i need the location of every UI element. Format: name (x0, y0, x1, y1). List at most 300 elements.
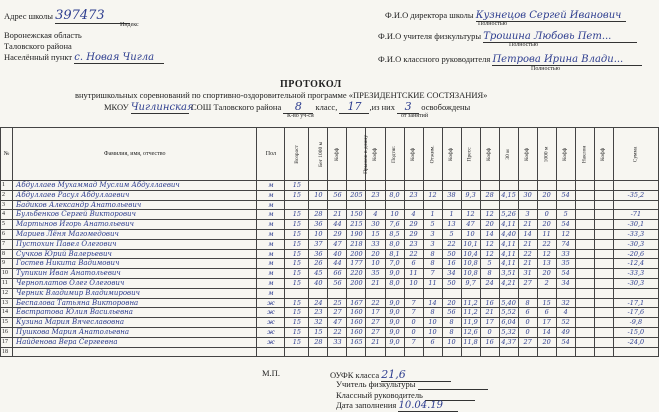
age-cell (285, 347, 309, 357)
score-cell: 11 (537, 229, 556, 239)
score-cell: 22 (442, 239, 461, 249)
score-cell: 7 (404, 337, 423, 347)
table-row (1, 229, 659, 239)
score-cell: 5,52 (499, 308, 518, 318)
total-cell: -30,3 (613, 239, 658, 249)
total-cell: -17,1 (613, 298, 658, 308)
score-cell (442, 200, 461, 210)
score-cell: 12 (537, 249, 556, 259)
protocol-subtitle: внутришкольных соревнований по спортивно-оздоровительной программе «ПРЕЗИДЕНТСКИЕ СОСТЯЗАНИЯ» (75, 90, 488, 100)
score-cell (404, 200, 423, 210)
score-cell: 26 (309, 259, 328, 269)
score-cell: 12 (480, 239, 499, 249)
score-cell (594, 220, 613, 230)
score-cell: 11,8 (461, 337, 480, 347)
score-cell: 52 (556, 318, 575, 328)
score-cell: 5 (423, 220, 442, 230)
score-cell: 10,8 (461, 269, 480, 279)
protocol-class-line: МКОУ Чиглинская СОШ Таловского района 8 класс, 17 ,из них 3 освобождены (104, 100, 471, 113)
score-cell: 33 (328, 337, 347, 347)
score-cell: 33 (366, 239, 385, 249)
score-cell: 8,0 (385, 239, 404, 249)
score-cell: 36 (309, 220, 328, 230)
score-cell (575, 327, 594, 337)
score-cell: 11 (423, 278, 442, 288)
score-cell (366, 181, 385, 191)
score-cell: 9,7 (461, 278, 480, 288)
table-row (1, 239, 659, 249)
score-cell: 10 (442, 337, 461, 347)
row-number: 14 (1, 308, 13, 318)
score-cell: 40 (309, 278, 328, 288)
results-table (0, 127, 659, 357)
date-value: 10.04.19 (398, 400, 458, 412)
score-cell: 218 (347, 239, 366, 249)
score-cell (385, 347, 404, 357)
score-cell: 15 (309, 327, 328, 337)
age-cell: 15 (285, 337, 309, 347)
score-cell (594, 269, 613, 279)
age-cell: 15 (285, 298, 309, 308)
score-cell (518, 347, 537, 357)
score-cell (594, 200, 613, 210)
score-cell: 8 (442, 318, 461, 328)
score-cell (480, 200, 499, 210)
header-cell: Наклон (575, 128, 594, 181)
score-cell: 6 (518, 308, 537, 318)
score-cell (594, 308, 613, 318)
score-cell: 10 (309, 229, 328, 239)
locality-value: с. Новая Чигла (74, 52, 164, 64)
score-cell (461, 347, 480, 357)
age-cell: 15 (285, 210, 309, 220)
score-cell (480, 288, 499, 298)
score-cell (575, 259, 594, 269)
sex-cell: м (257, 288, 285, 298)
row-number: 18 (1, 347, 13, 357)
score-cell: 8,5 (385, 229, 404, 239)
score-cell (309, 288, 328, 298)
row-number: 10 (1, 269, 13, 279)
student-name: Гостев Никита Вадимович (13, 259, 257, 269)
score-cell: 12 (556, 229, 575, 239)
score-cell: 8 (423, 249, 442, 259)
header-cell: Кофф (518, 128, 537, 181)
score-cell: 30 (366, 220, 385, 230)
score-cell: 35 (556, 259, 575, 269)
score-cell (575, 210, 594, 220)
row-number: 13 (1, 298, 13, 308)
score-cell: 1 (423, 210, 442, 220)
score-cell: 3 (518, 210, 537, 220)
sex-cell: м (257, 259, 285, 269)
score-cell: 20 (537, 190, 556, 200)
class-teacher-value: Петрова Ирина Влади... (492, 54, 642, 66)
score-cell (594, 259, 613, 269)
score-cell: 0 (480, 327, 499, 337)
student-name: Евстратова Юлия Васильевна (13, 308, 257, 318)
score-cell: 34 (442, 269, 461, 279)
row-number: 17 (1, 337, 13, 347)
score-cell (594, 347, 613, 357)
director-caption: Полностью (478, 21, 508, 27)
total-cell (613, 181, 658, 191)
header-cell: 1000 м (537, 128, 556, 181)
student-name: Мартынов Игорь Анатольевич (13, 220, 257, 230)
header-cell: Фамилия, имя, отчество (13, 128, 257, 181)
score-cell (575, 181, 594, 191)
score-cell: 0 (404, 327, 423, 337)
score-cell: 10 (366, 259, 385, 269)
score-cell (594, 318, 613, 328)
header-cell: Кофф (442, 128, 461, 181)
score-cell (404, 288, 423, 298)
score-cell: 4 (404, 210, 423, 220)
score-cell: 29 (328, 229, 347, 239)
score-cell: 21 (480, 308, 499, 318)
score-cell (423, 347, 442, 357)
protocol-title: ПРОТОКОЛ (280, 79, 342, 90)
table-row (1, 190, 659, 200)
pe-teacher-value: Трошина Любовь Пет... (483, 31, 637, 43)
score-cell: 24 (480, 278, 499, 288)
total-cell: -30,1 (613, 220, 658, 230)
score-cell: 28 (309, 210, 328, 220)
age-cell: 15 (285, 239, 309, 249)
sex-cell: м (257, 229, 285, 239)
student-name: Мариев Лёня Магомедович (13, 229, 257, 239)
score-cell: 17 (366, 308, 385, 318)
score-cell: 27 (328, 308, 347, 318)
score-cell: 44 (328, 220, 347, 230)
score-cell (575, 318, 594, 328)
student-name: Бадиков Александр Анатольевич (13, 200, 257, 210)
total-cell: -20,6 (613, 249, 658, 259)
score-cell: 28 (309, 337, 328, 347)
score-cell: 4,40 (499, 229, 518, 239)
score-cell (575, 337, 594, 347)
score-cell (537, 181, 556, 191)
score-cell: 56 (328, 190, 347, 200)
row-number: 7 (1, 239, 13, 249)
score-cell (328, 181, 347, 191)
score-cell: 20 (537, 337, 556, 347)
score-cell: 21 (518, 259, 537, 269)
score-cell: 14 (518, 229, 537, 239)
score-cell: 27 (366, 327, 385, 337)
score-cell: 215 (347, 220, 366, 230)
region-text: Воронежская область (4, 30, 82, 40)
total-cell: -33,3 (613, 229, 658, 239)
score-cell: 160 (347, 318, 366, 328)
score-cell: 5 (442, 229, 461, 239)
student-name: Черник Владимир Владимирович (13, 288, 257, 298)
score-cell: 7,0 (385, 259, 404, 269)
score-cell: 4,11 (499, 239, 518, 249)
row-number: 2 (1, 190, 13, 200)
score-cell: 4,11 (499, 249, 518, 259)
score-cell: 34 (556, 278, 575, 288)
row-number: 15 (1, 318, 13, 328)
score-cell: 29 (404, 229, 423, 239)
table-row (1, 327, 659, 337)
score-cell: 21 (518, 220, 537, 230)
sex-cell: м (257, 190, 285, 200)
header-cell: 30 м (499, 128, 518, 181)
score-cell: 8 (518, 298, 537, 308)
score-cell: 2 (537, 278, 556, 288)
student-name: Черноплатов Олег Олегович (13, 278, 257, 288)
score-cell (366, 288, 385, 298)
score-cell: 54 (556, 220, 575, 230)
score-cell: 37 (309, 239, 328, 249)
school-address-label: Адрес школы 397473 (4, 8, 130, 24)
score-cell: 7 (404, 308, 423, 318)
table-row (1, 200, 659, 210)
score-cell (461, 288, 480, 298)
score-cell (328, 200, 347, 210)
score-cell: 5 (556, 210, 575, 220)
score-cell (556, 200, 575, 210)
age-cell (285, 200, 309, 210)
score-cell: 1 (442, 210, 461, 220)
score-cell: 6 (423, 337, 442, 347)
total-cell: -33,3 (613, 269, 658, 279)
table-row (1, 347, 659, 357)
score-cell: 4,21 (499, 278, 518, 288)
score-cell (575, 298, 594, 308)
exempt-count-value: 3 (397, 100, 419, 114)
score-cell: 10 (309, 190, 328, 200)
score-cell: 0 (518, 318, 537, 328)
score-cell: 20 (537, 220, 556, 230)
score-cell (575, 239, 594, 249)
score-cell (594, 190, 613, 200)
age-cell: 15 (285, 318, 309, 328)
header-cell: Кофф (480, 128, 499, 181)
score-cell (385, 288, 404, 298)
score-cell: 14 (423, 298, 442, 308)
sex-cell (257, 347, 285, 357)
table-row (1, 278, 659, 288)
score-cell: 24 (309, 298, 328, 308)
table-row (1, 308, 659, 318)
score-cell (518, 288, 537, 298)
score-cell: 14 (537, 327, 556, 337)
score-cell: 54 (556, 269, 575, 279)
score-cell: 66 (328, 269, 347, 279)
school-address-value: 397473 (55, 8, 130, 24)
total-cell (613, 347, 658, 357)
header-cell: Кофф (366, 128, 385, 181)
score-cell: 11 (404, 269, 423, 279)
score-cell (594, 229, 613, 239)
score-cell: 10,8 (461, 259, 480, 269)
sex-cell: м (257, 200, 285, 210)
score-cell: 9,3 (461, 190, 480, 200)
score-cell: 5,26 (499, 210, 518, 220)
pe-teacher-signature (418, 379, 488, 390)
score-cell: 5,32 (499, 327, 518, 337)
age-cell: 15 (285, 181, 309, 191)
class-value: 8 (283, 100, 313, 114)
students-caption: К-во уч-ся (287, 113, 314, 119)
score-cell: 12 (480, 249, 499, 259)
score-cell (499, 181, 518, 191)
student-name: Пушкова Мария Анатольевна (13, 327, 257, 337)
score-cell: 40 (328, 249, 347, 259)
score-cell: 17 (537, 318, 556, 328)
score-cell: 0 (537, 210, 556, 220)
score-cell: 200 (347, 249, 366, 259)
row-number: 1 (1, 181, 13, 191)
age-cell: 15 (285, 327, 309, 337)
score-cell: 29 (404, 220, 423, 230)
score-cell: 54 (556, 190, 575, 200)
score-cell: 44 (328, 259, 347, 269)
score-cell: 8,1 (385, 249, 404, 259)
score-cell (594, 337, 613, 347)
score-cell: 10 (404, 278, 423, 288)
score-cell: 9,0 (385, 337, 404, 347)
score-cell: 4 (366, 210, 385, 220)
score-cell (442, 288, 461, 298)
score-cell (366, 200, 385, 210)
age-cell: 15 (285, 269, 309, 279)
score-cell: 4,37 (499, 337, 518, 347)
score-cell: 22 (328, 327, 347, 337)
score-cell (480, 181, 499, 191)
score-cell: 160 (347, 327, 366, 337)
score-cell (556, 347, 575, 357)
score-cell: 21 (366, 337, 385, 347)
score-cell: 4,11 (499, 259, 518, 269)
score-cell: 33 (556, 249, 575, 259)
seal-label: М.П. (262, 368, 280, 378)
student-name: Пустохин Павел Олегович (13, 239, 257, 249)
score-cell: 5,40 (499, 298, 518, 308)
score-cell: 3,51 (499, 269, 518, 279)
score-cell: 28 (480, 190, 499, 200)
row-number: 9 (1, 259, 13, 269)
score-cell (347, 347, 366, 357)
score-cell (518, 200, 537, 210)
score-cell: 190 (347, 229, 366, 239)
score-cell (537, 200, 556, 210)
score-cell: 45 (309, 269, 328, 279)
total-cell: -17,6 (613, 308, 658, 318)
score-cell: 21 (518, 239, 537, 249)
row-number: 8 (1, 249, 13, 259)
row-number: 5 (1, 220, 13, 230)
sex-cell: м (257, 269, 285, 279)
score-cell: 56 (442, 308, 461, 318)
age-cell: 15 (285, 259, 309, 269)
age-cell: 15 (285, 229, 309, 239)
student-name: Абдуллаев Расул Абдуллаевич (13, 190, 257, 200)
score-cell (385, 200, 404, 210)
score-cell (537, 347, 556, 357)
score-cell (499, 200, 518, 210)
score-cell: 6 (404, 259, 423, 269)
score-cell (347, 200, 366, 210)
score-cell: 32 (309, 318, 328, 328)
score-cell: 12,6 (461, 327, 480, 337)
sex-cell: ж (257, 327, 285, 337)
age-cell: 15 (285, 278, 309, 288)
header-cell: Кофф (328, 128, 347, 181)
score-cell: 47 (328, 239, 347, 249)
score-cell: 10 (423, 327, 442, 337)
score-cell: 0 (518, 327, 537, 337)
score-cell: 10 (423, 318, 442, 328)
student-count-value: 17 (339, 100, 369, 114)
district-text: Таловского района (4, 41, 72, 51)
score-cell (575, 278, 594, 288)
score-cell: 165 (347, 337, 366, 347)
score-cell (575, 249, 594, 259)
table-row (1, 181, 659, 191)
table-row (1, 269, 659, 279)
score-cell: 56 (328, 278, 347, 288)
table-row (1, 337, 659, 347)
score-cell: 10,4 (461, 249, 480, 259)
score-cell (575, 200, 594, 210)
class-teacher-label: Ф.И.О классного руководителя Петрова Ирина Влади... (378, 54, 642, 66)
header-cell: Подтяг. (385, 128, 404, 181)
score-cell: 16 (480, 298, 499, 308)
sex-cell: ж (257, 308, 285, 318)
sex-cell: ж (257, 337, 285, 347)
header-cell: Возраст (285, 128, 309, 181)
score-cell: 38 (442, 190, 461, 200)
age-cell: 15 (285, 220, 309, 230)
sex-cell: м (257, 278, 285, 288)
score-cell: 50 (442, 278, 461, 288)
score-cell (499, 288, 518, 298)
score-cell: 14 (480, 229, 499, 239)
score-cell (594, 249, 613, 259)
score-cell (594, 298, 613, 308)
header-cell: Пол (257, 128, 285, 181)
score-cell: 11,2 (461, 308, 480, 318)
score-cell: 50 (442, 249, 461, 259)
score-cell (594, 210, 613, 220)
score-cell (347, 181, 366, 191)
score-cell (594, 288, 613, 298)
total-cell: -71 (613, 210, 658, 220)
age-cell: 15 (285, 308, 309, 318)
pe-teacher-caption: Полностью (509, 42, 539, 48)
student-name: Беспалова Татьяна Викторовна (13, 298, 257, 308)
total-cell (613, 200, 658, 210)
age-cell: 15 (285, 190, 309, 200)
score-cell: 9,0 (385, 298, 404, 308)
score-cell: 200 (347, 278, 366, 288)
score-cell (499, 347, 518, 357)
sex-cell: м (257, 249, 285, 259)
score-cell: 10,1 (461, 239, 480, 249)
score-cell: 16 (442, 259, 461, 269)
score-cell (480, 347, 499, 357)
score-cell: 7,6 (385, 220, 404, 230)
header-cell: Сумма (613, 128, 658, 181)
score-cell: 8 (423, 259, 442, 269)
score-cell (328, 288, 347, 298)
score-cell: 22 (404, 249, 423, 259)
score-cell (518, 181, 537, 191)
table-row (1, 259, 659, 269)
